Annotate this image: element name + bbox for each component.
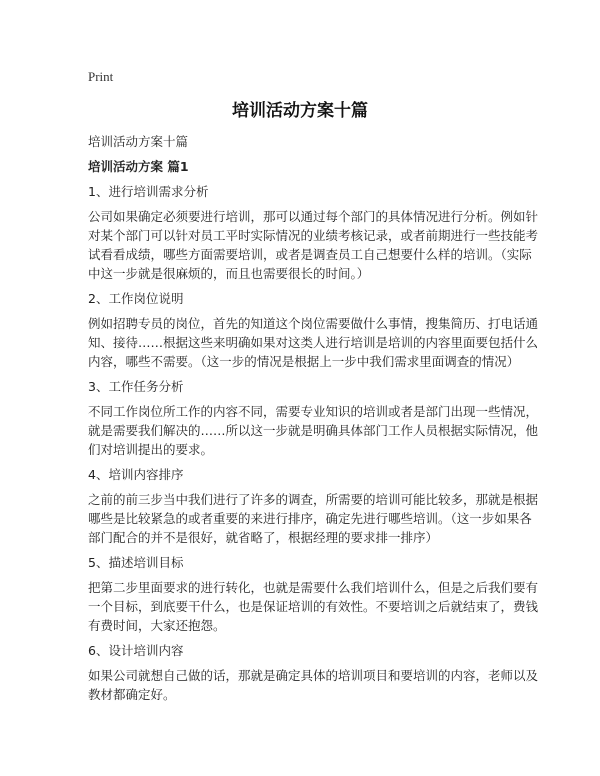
text-line: 之前的前三步当中我们进行了许多的调查，所需要的培训可能比较多，那就是根据 <box>88 492 539 507</box>
text-line: 一个目标，到底要干什么，也是保证培训的有效性。不要培训之后就结束了，费钱 <box>88 599 539 614</box>
section-title: 培训活动方案 篇1 <box>88 159 189 174</box>
paragraph <box>88 490 539 547</box>
section-heading <box>88 377 528 396</box>
text-line: 内容，哪些不需要。（这一步的情况是根据上一步中我们需求里面调查的情况） <box>88 354 520 369</box>
text-line: 把第二步里面要求的进行转化，也就是需要什么我们培训什么，但是之后我们要有 <box>88 580 539 595</box>
text-line: 公司如果确定必须要进行培训，那可以通过每个部门的具体情况进行分析。例如针 <box>88 209 539 224</box>
text-line: 5、描述培训目标 <box>88 555 184 570</box>
paragraph <box>88 207 539 283</box>
text-line: 如果公司就想自己做的话，那就是确定具体的培训项目和要培训的内容，老师以及 <box>88 668 539 683</box>
section-heading <box>88 641 528 660</box>
print-link[interactable]: Print <box>88 69 114 84</box>
paragraph <box>88 666 539 704</box>
section-heading <box>88 182 528 201</box>
paragraph <box>88 402 539 459</box>
text-line: 1、进行培训需求分析 <box>88 184 209 199</box>
text-line: 哪些是比较紧急的或者重要的来进行排序，确定先进行哪些培训。（这一步如果各 <box>88 511 532 526</box>
text-line: 3、工作任务分析 <box>88 379 184 394</box>
section-heading <box>88 289 528 308</box>
text-line: 中这一步就是很麻烦的，而且也需要很长的时间。） <box>88 266 370 281</box>
paragraph <box>88 578 539 635</box>
text-line: 6、设计培训内容 <box>88 643 184 658</box>
document-body <box>88 132 539 710</box>
text-line: 对某个部门可以针对员工平时实际情况的业绩考核记录，或者前期进行一些技能考 <box>88 228 539 243</box>
text-line: 教材都确定好。 <box>88 687 176 702</box>
text-line: 2、工作岗位说明 <box>88 291 184 306</box>
paragraph <box>88 314 539 371</box>
page-title: 培训活动方案十篇 <box>232 101 368 121</box>
text-line: 4、培训内容排序 <box>88 467 184 482</box>
text-line: 们对培训提出的要求。 <box>88 442 214 457</box>
section-heading <box>88 465 528 484</box>
text-line: 不同工作岗位所工作的内容不同，需要专业知识的培训或者是部门出现一些情况， <box>88 404 539 419</box>
document-subtitle: 培训活动方案十篇 <box>88 134 189 149</box>
text-line: 部门配合的并不是很好，就省略了，根据经理的要求排一排序） <box>88 530 439 545</box>
section-heading <box>88 553 528 572</box>
text-line: 就是需要我们解决的……所以这一步就是明确具体部门工作人员根据实际情况，他 <box>88 423 539 438</box>
text-line: 知、接待……根据这些来明确如果对这类人进行培训是培训的内容里面要包括什么 <box>88 335 539 350</box>
text-line: 试看看成绩，哪些方面需要培训，或者是调查员工自己想要什么样的培训。（实际 <box>88 247 532 262</box>
text-line: 有费时间，大家还抱怨。 <box>88 618 226 633</box>
text-line: 例如招聘专员的岗位，首先的知道这个岗位需要做什么事情，搜集简历、打电话通 <box>88 316 539 331</box>
